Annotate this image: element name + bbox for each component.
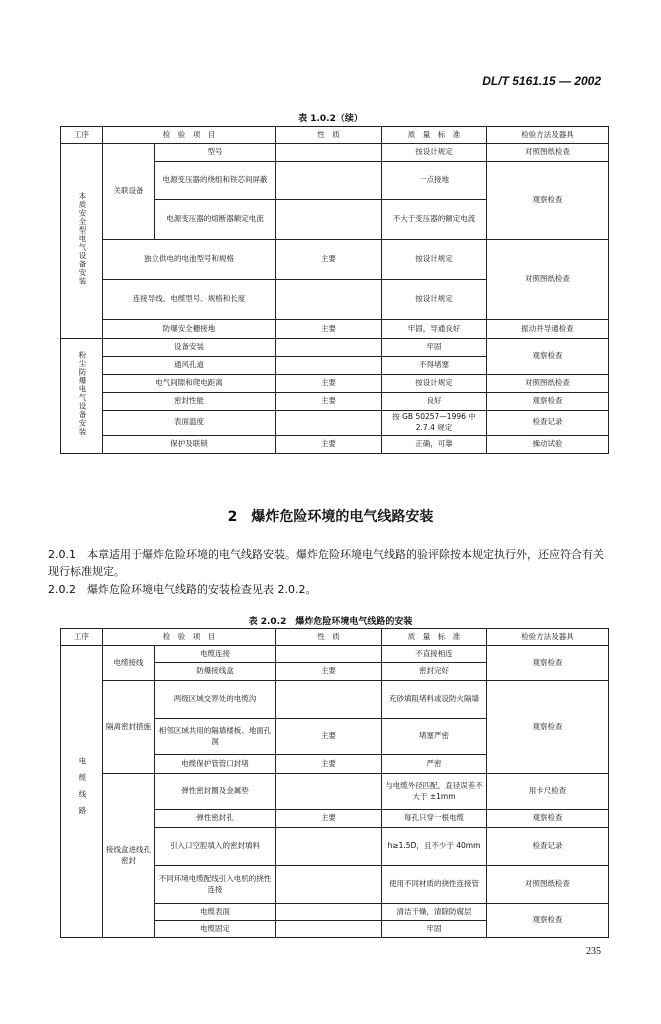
table-row [61, 144, 609, 162]
standard-cell: 良好 [382, 393, 487, 411]
nature-cell: 主要 [276, 375, 382, 393]
item-cell: 引入口空腔填入的密封填料 [155, 828, 276, 866]
process-group-label: 本质安全型电气设备安装 [61, 144, 103, 339]
item-cell: 电源变压器的绕组和铁芯间屏蔽 [155, 162, 276, 200]
standard-cell: h≥1.5D，且不少于 40mm [382, 828, 487, 866]
method-cell: 观察检查 [487, 681, 609, 774]
header-process: 工序 [61, 629, 103, 646]
sub-group-label: 关联设备 [103, 144, 155, 240]
nature-cell [276, 904, 382, 921]
standard-cell: 清洁干燥，清除防腐层 [382, 904, 487, 921]
table-row [61, 435, 609, 453]
method-cell: 观察检查 [487, 904, 609, 938]
nature-cell: 主要 [276, 755, 382, 774]
standard-cell: 与电缆外径匹配，直径误差不大于 ±1mm [382, 774, 487, 810]
item-cell: 型号 [155, 144, 276, 162]
standard-cell: 按设计规定 [382, 144, 487, 162]
method-cell: 观察检查 [487, 339, 609, 375]
nature-cell: 主要 [276, 435, 382, 453]
standard-cell: 牢固，导通良好 [382, 320, 487, 339]
item-cell: 通风孔道 [103, 357, 276, 375]
item-cell: 相邻区域共用的隔墙楼板、地面孔洞 [155, 719, 276, 755]
standard-cell: 使用不同材质的挠性连接管 [382, 866, 487, 904]
item-cell: 电缆连接 [155, 646, 276, 663]
nature-cell [276, 828, 382, 866]
nature-cell [276, 144, 382, 162]
nature-cell: 主要 [276, 719, 382, 755]
item-cell: 防爆安全栅接地 [103, 320, 276, 339]
header-method: 检验方法及器具 [487, 629, 609, 646]
table-row [61, 339, 609, 357]
table-row [61, 375, 609, 393]
standard-cell: 牢固 [382, 921, 487, 938]
item-cell: 电缆固定 [155, 921, 276, 938]
section-heading: 2 爆炸危险环境的电气线路安装 [227, 509, 434, 525]
standard-cell: 堵塞严密 [382, 719, 487, 755]
nature-cell [276, 921, 382, 938]
standard-cell: 不大于变压器的额定电流 [382, 200, 487, 240]
table-header-row [61, 127, 609, 144]
sub-group-label: 电缆接线 [103, 646, 155, 681]
standard-cell: 不得堵塞 [382, 357, 487, 375]
nature-cell [276, 162, 382, 200]
sub-group-label: 隔离密封措施 [103, 681, 155, 774]
item-cell: 独立供电的电池型号和规格 [103, 240, 276, 280]
item-cell: 电源变压器的熔断器额定电流 [155, 200, 276, 240]
item-cell: 防爆接线盒 [155, 663, 276, 681]
nature-cell: 主要 [276, 810, 382, 828]
standard-cell: 按设计规定 [382, 280, 487, 320]
standard-cell: 按设计规定 [382, 240, 487, 280]
nature-cell [276, 280, 382, 320]
nature-cell [276, 357, 382, 375]
header-standard: 质 量 标 准 [382, 127, 487, 144]
item-cell: 两级区域交界处的电缆沟 [155, 681, 276, 719]
method-cell: 观察检查 [487, 393, 609, 411]
standard-code: DL/T 5161.15 — 2002 [482, 74, 601, 88]
standard-cell: 充砂填阻堵料或设防火隔墙 [382, 681, 487, 719]
page-number: 235 [586, 946, 601, 957]
nature-cell [276, 774, 382, 810]
method-cell: 对照图纸检查 [487, 375, 609, 393]
standard-cell: 正确，可靠 [382, 435, 487, 453]
table-row [61, 240, 609, 280]
table2 [60, 628, 609, 938]
method-cell: 检查记录 [487, 828, 609, 866]
nature-cell [276, 646, 382, 663]
table1 [60, 126, 609, 454]
header-nature: 性 质 [276, 127, 382, 144]
table-row [61, 774, 609, 810]
standard-cell: 不直接相连 [382, 646, 487, 663]
item-cell: 弹性密封孔 [155, 810, 276, 828]
paragraph-2-0-1: 2.0.1 本章适用于爆炸危险环境的电气线路安装。爆炸危险环境电气线路的验评除按本规定执行外，还应符合有关现行标准规定。 [48, 548, 604, 578]
item-cell: 不同环境电缆配线引入电机的挠性连接 [155, 866, 276, 904]
item-cell: 连接导线、电缆型号、规格和长度 [103, 280, 276, 320]
item-cell: 保护及联锁 [103, 435, 276, 453]
nature-cell: 主要 [276, 240, 382, 280]
item-cell: 电缆保护管管口封堵 [155, 755, 276, 774]
table-row [61, 411, 609, 436]
method-cell: 对照图纸检查 [487, 866, 609, 904]
method-cell: 观察检查 [487, 162, 609, 240]
table-row [61, 681, 609, 719]
nature-cell: 主要 [276, 393, 382, 411]
nature-cell: 主要 [276, 320, 382, 339]
nature-cell [276, 866, 382, 904]
method-cell: 观察检查 [487, 810, 609, 828]
header-process: 工序 [61, 127, 103, 144]
standard-cell: 密封完好 [382, 663, 487, 681]
method-cell: 对照图纸检查 [487, 144, 609, 162]
header-standard: 质 量 标 准 [382, 629, 487, 646]
method-cell: 观察检查 [487, 646, 609, 681]
table1-caption: 表 1.0.2（续） [298, 114, 363, 124]
header-item: 检 验 项 目 [103, 629, 276, 646]
standard-cell: 严密 [382, 755, 487, 774]
standard-cell: 按设计规定 [382, 375, 487, 393]
standard-cell: 按 GB 50257—1996 中 2.7.4 规定 [382, 411, 487, 436]
process-group-label: 电缆线路 [61, 646, 103, 938]
standard-cell: 牢固 [382, 339, 487, 357]
header-method: 检验方法及器具 [487, 127, 609, 144]
item-cell: 密封性能 [103, 393, 276, 411]
process-group-label: 粉尘防爆电气设备安装 [61, 339, 103, 454]
table-row [61, 646, 609, 663]
nature-cell [276, 681, 382, 719]
standard-cell: 每孔只穿一根电缆 [382, 810, 487, 828]
nature-cell [276, 339, 382, 357]
nature-cell: 主要 [276, 663, 382, 681]
table2-caption: 表 2.0.2 爆炸危险环境电气线路的安装 [248, 617, 413, 627]
method-cell: 操动试验 [487, 435, 609, 453]
item-cell: 表面温度 [103, 411, 276, 436]
paragraph-2-0-2: 2.0.2 爆炸危险环境电气线路的安装检查见表 2.0.2。 [48, 583, 317, 596]
nature-cell [276, 411, 382, 436]
method-cell: 对照图纸检查 [487, 240, 609, 320]
item-cell: 设备安装 [103, 339, 276, 357]
item-cell: 电缆表面 [155, 904, 276, 921]
standard-cell: 一点接地 [382, 162, 487, 200]
table-row [61, 320, 609, 339]
method-cell: 用卡尺检查 [487, 774, 609, 810]
nature-cell [276, 200, 382, 240]
item-cell: 弹性密封圈及金属垫 [155, 774, 276, 810]
header-nature: 性 质 [276, 629, 382, 646]
table-header-row [61, 629, 609, 646]
header-item: 检 验 项 目 [103, 127, 276, 144]
table-row [61, 393, 609, 411]
item-cell: 电气间隙和爬电距离 [103, 375, 276, 393]
method-cell: 检查记录 [487, 411, 609, 436]
method-cell: 振动并导通检查 [487, 320, 609, 339]
sub-group-label: 接线盒进线孔密封 [103, 774, 155, 938]
